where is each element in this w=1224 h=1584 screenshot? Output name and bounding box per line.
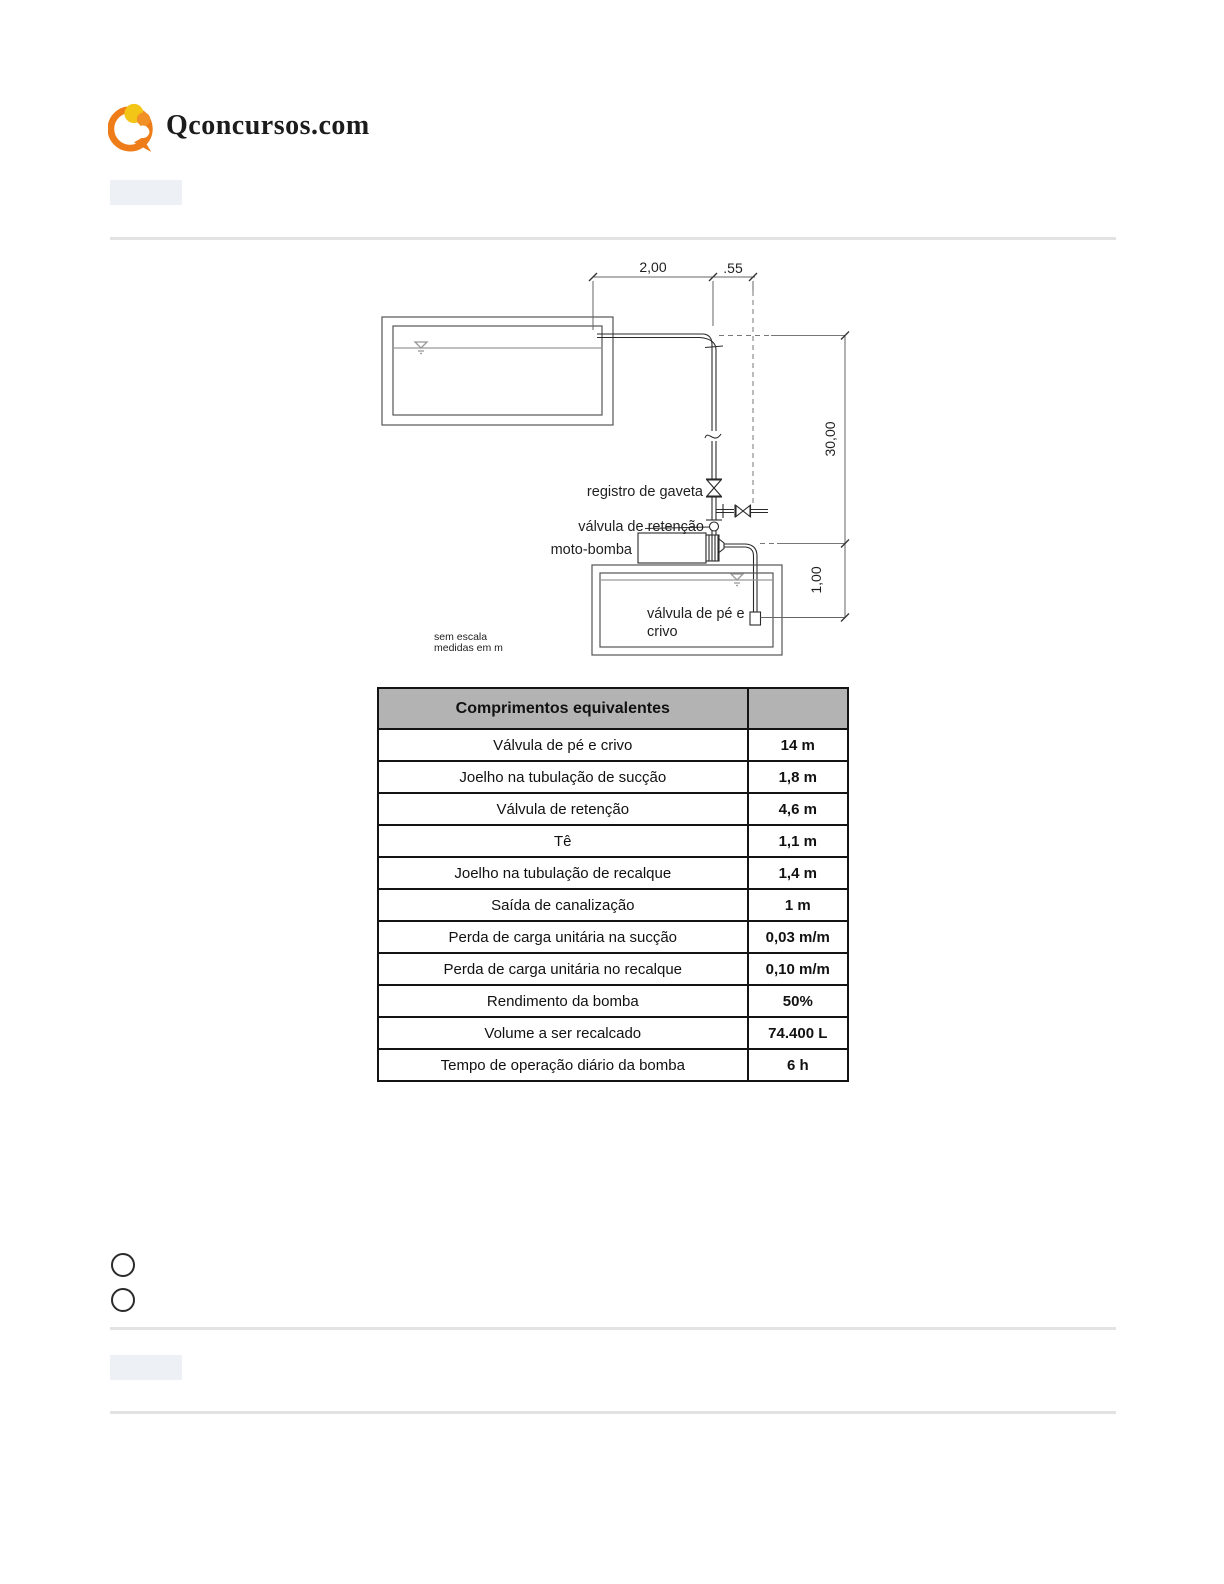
label-check-valve: válvula de retenção	[578, 519, 704, 535]
row-value: 0,03 m/m	[748, 921, 848, 953]
row-value: 6 h	[748, 1049, 848, 1081]
table-row	[378, 1017, 848, 1049]
equivalent-lengths-table	[377, 687, 849, 1082]
foot-valve-symbol	[750, 612, 761, 625]
table-row	[378, 1049, 848, 1081]
pump-system-diagram	[370, 255, 890, 665]
row-label: Perda de carga unitária na sucção	[378, 921, 748, 953]
row-value: 14 m	[748, 729, 848, 761]
discharge-pipe	[597, 334, 723, 535]
row-label: Tê	[378, 825, 748, 857]
note-medidas: medidas em m	[434, 642, 503, 654]
table-row	[378, 825, 848, 857]
pump-symbol	[638, 533, 757, 563]
table-row	[378, 921, 848, 953]
gate-valve-symbol	[706, 479, 722, 497]
table-row	[378, 729, 848, 761]
row-label: Saída de canalização	[378, 889, 748, 921]
upper-reservoir	[382, 317, 613, 425]
row-label: Rendimento da bomba	[378, 985, 748, 1017]
check-valve-symbol	[706, 520, 722, 531]
dim-1-00: 1,00	[808, 566, 824, 594]
section-divider-top	[110, 237, 1116, 240]
row-value: 74.400 L	[748, 1017, 848, 1049]
table-header-row	[378, 688, 848, 729]
label-foot-valve-1: válvula de pé e	[647, 606, 745, 622]
upper-water-level	[394, 342, 601, 354]
row-label: Perda de carga unitária no recalque	[378, 953, 748, 985]
row-value: 4,6 m	[748, 793, 848, 825]
tee-branch	[716, 504, 768, 518]
dimension-top	[589, 273, 757, 330]
row-value: 1,8 m	[748, 761, 848, 793]
qconcursos-logo-icon	[108, 99, 158, 153]
note-sem-escala: sem escala	[434, 631, 488, 643]
dimension-right	[761, 332, 850, 622]
section-divider-bottom	[110, 1411, 1116, 1414]
qconcursos-logo-text: Qconcursos.com	[166, 110, 370, 141]
row-label: Válvula de retenção	[378, 793, 748, 825]
row-value: 1,1 m	[748, 825, 848, 857]
table-header-empty	[748, 688, 848, 729]
label-gate-valve: registro de gaveta	[586, 484, 703, 500]
label-pump: moto-bomba	[550, 542, 632, 558]
table-row	[378, 985, 848, 1017]
qconcursos-logo[interactable]	[108, 99, 370, 153]
answer-option-a-radio[interactable]	[111, 1253, 135, 1277]
section-divider-middle	[110, 1327, 1116, 1330]
dim-30-00: 30,00	[822, 421, 838, 457]
table-row	[378, 857, 848, 889]
row-value: 1,4 m	[748, 857, 848, 889]
dim-2-00: 2,00	[639, 259, 667, 275]
table-header-title: Comprimentos equivalentes	[378, 688, 748, 729]
row-label: Tempo de operação diário da bomba	[378, 1049, 748, 1081]
suction-pipe	[750, 556, 761, 625]
label-foot-valve-2: crivo	[647, 624, 678, 640]
question-ref-placeholder	[110, 180, 182, 205]
row-value: 0,10 m/m	[748, 953, 848, 985]
row-label: Volume a ser recalcado	[378, 1017, 748, 1049]
table-row	[378, 889, 848, 921]
row-value: 1 m	[748, 889, 848, 921]
row-value: 50%	[748, 985, 848, 1017]
lower-water-level	[601, 574, 772, 586]
row-label: Válvula de pé e crivo	[378, 729, 748, 761]
answer-option-b-radio[interactable]	[111, 1288, 135, 1312]
table-row	[378, 761, 848, 793]
pipe-break-symbol	[705, 434, 721, 438]
table-row	[378, 793, 848, 825]
dim-55: .55	[723, 260, 743, 276]
row-label: Joelho na tubulação de sucção	[378, 761, 748, 793]
row-label: Joelho na tubulação de recalque	[378, 857, 748, 889]
table-row	[378, 953, 848, 985]
construction-lines	[719, 291, 845, 544]
next-question-placeholder	[110, 1355, 182, 1380]
